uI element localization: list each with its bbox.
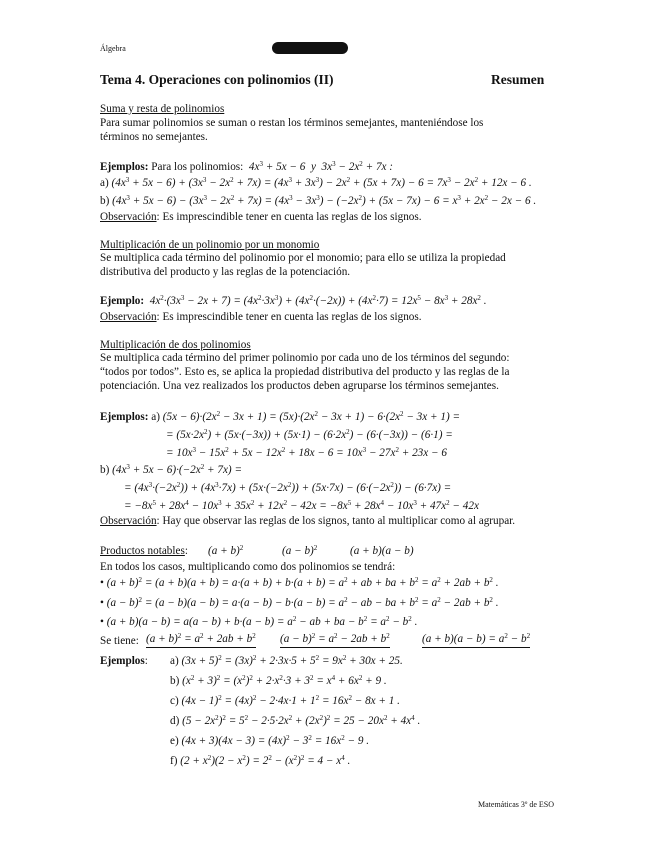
paragraph-line: Se multiplica cada término del polinomio por el monomio; para ello se utiliza la propiedad [100, 252, 506, 264]
example-label: Ejemplos: [100, 161, 149, 173]
bullet-line: • $(a - b)^2 = (a - b)(a - b) = a\cdot(a - b) - b\cdot(a - b) = a^2$ − ab − ba + $b^2 = a^2 - 2ab + b^2$ . [100, 596, 499, 609]
paragraph-line: potenciación. Una vez realizados los productos deben agruparse los términos semejantes. [100, 380, 499, 392]
item-label: e) [170, 735, 179, 747]
bullet: • [100, 616, 104, 628]
formula-line: = $-8x^5 + 28x^4 - 10x^3 + 35x^2 + 12x^2 - 42x = -8x^5 + 28x^4 - 10x^3 + 47x^2 - 42x$ [124, 499, 479, 512]
example-label: Ejemplo: [100, 295, 145, 307]
paragraph-line: En todos los casos, multiplicando como dos polinomios se tendrá: [100, 561, 396, 573]
section-heading-suma: Suma y resta de polinomios [100, 103, 225, 115]
observation [100, 210, 422, 224]
formula-line: a) $(4x^3 + 5x - 6) + (3x^3 - 2x^2 + 7x) = (4x^3 + 3x^3) - 2x^2 + (5x + 7x) - 6 = 7x^3 - 2x^2 + 12x - 6$ . [100, 176, 532, 189]
section-heading-dos-polinomios: Multiplicación de dos polinomios [100, 339, 251, 351]
section-heading-notables: Productos notables [100, 545, 185, 557]
bullet-line: • $(a + b)(a - b) = a(a - b) + b\cdot(a - b) = a^2$ − ab + ba − $b^2 = a^2 - b^2$ . [100, 615, 418, 628]
page-title-right: Resumen [491, 72, 545, 87]
formula: $4x^3 + 5x - 6$ y $3x^3 - 2x^2 + 7x$ : [246, 160, 394, 173]
bullet: • [100, 597, 104, 609]
observation [100, 310, 422, 324]
item-label: b) [100, 195, 110, 207]
example-item: f) $(2 + x^2)(2 - x^2) = 2^2 - (x^2)^2 = 4 - x^4$ . [170, 754, 351, 767]
colon: : [184, 545, 188, 557]
item-label: d) [170, 715, 180, 727]
observation-text: : Es imprescindible tener en cuenta las reglas de los signos. [156, 311, 422, 323]
formula: (a + b)(a − b) [350, 545, 414, 557]
example-line [100, 160, 393, 174]
example-item: b) $(x^2 + 3)^2 = (x^2)^2 + 2\cdot x^2\cdot 3 + 3^2 = x^4 + 6x^2 + 9$ . [170, 674, 387, 687]
observation [100, 514, 515, 528]
observation-text: : Hay que observar las reglas de los signos, tanto al multiplicar como al agrupar. [156, 515, 516, 527]
example-label: Ejemplos: [100, 411, 149, 423]
formula-line: Ejemplos: a) $(5x - 6)\cdot(2x^2 - 3x + 1) = (5x)\cdot(2x^2 - 3x + 1) - 6\cdot(2x^2 - 3x + 1)$ = [100, 410, 461, 423]
example-intro: Para los polinomios: [151, 161, 244, 173]
bullet: • [100, 577, 104, 589]
formula: $(a - b)^2$ [282, 544, 318, 557]
observation-text: : Es imprescindible tener en cuenta las reglas de los signos. [156, 211, 422, 223]
formula-line: = $10x^3 - 15x^2 + 5x - 12x^2 + 18x - 6 = 10x^3 - 27x^2 + 23x - 6$ [166, 446, 447, 459]
example-item: a) $(3x + 5)^2 = (3x)^2 + 2\cdot 3x\cdot 5 + 5^2 = 9x^2 + 30x + 25$. [170, 654, 403, 667]
observation-label: Observación [100, 311, 157, 323]
example-item: d) $(5 - 2x^2)^2 = 5^2 - 2\cdot 5\cdot 2x^2 + (2x^2)^2 = 25 - 20x^2 + 4x^4$ . [170, 714, 421, 727]
paragraph-line: “todos por todos”. Esto es, se aplica la propiedad distributiva del producto y las reglas de la [100, 366, 510, 378]
productos-notables-line [100, 544, 188, 558]
item-label: a) [170, 655, 179, 667]
example-item: e) $(4x + 3)(4x - 3) = (4x)^2 - 3^2 = 16x^2 - 9$ . [170, 734, 370, 747]
item-label: b) [170, 675, 180, 687]
colon: : [144, 655, 148, 667]
example-item: c) $(4x - 1)^2 = (4x)^2 - 2\cdot 4x\cdot 1 + 1^2 = 16x^2 - 8x + 1$ . [170, 694, 400, 707]
paragraph-line: términos no semejantes. [100, 131, 208, 143]
identity-box: $(a - b)^2 = a^2 - 2ab + b^2$ [280, 632, 390, 648]
bullet-line: • $(a + b)^2 = (a + b)(a + b) = a\cdot(a + b) + b\cdot(a + b) = a^2$ + ab + ba + $b^2 = a^2 + 2ab + b^2$ . [100, 576, 499, 589]
item-label: b) [100, 464, 110, 476]
identity-box: $(a + b)(a - b) = a^2 - b^2$ [422, 632, 530, 648]
examples-label-line [100, 654, 148, 668]
paragraph-line: Se multiplica cada término del primer polinomio por cada uno de los términos del segundo: [100, 352, 510, 364]
header-subject: Álgebra [100, 44, 126, 53]
observation-label: Observación [100, 515, 157, 527]
formula: $(a + b)^2$ [208, 544, 244, 557]
paragraph-line: distributiva del producto y las reglas de la potenciación. [100, 266, 351, 278]
page-title: Tema 4. Operaciones con polinomios (II) [100, 72, 334, 87]
formula-line: = $(5x\cdot 2x^2) + (5x\cdot(-3x)) + (5x\cdot 1) - (6\cdot 2x^2) - (6\cdot(-3x)) - (6\cdot 1)$ = [166, 428, 453, 441]
item-label: f) [170, 755, 178, 767]
item-label: a) [151, 411, 160, 423]
identity-box: $(a + b)^2 = a^2 + 2ab + b^2$ [146, 632, 256, 648]
formula-line: b) $(4x^3 + 5x - 6)\cdot(-2x^2 + 7x)$ = [100, 463, 242, 476]
footer-text: Matemáticas 3º de ESO [478, 800, 555, 809]
redacted-name [272, 42, 348, 54]
example-label: Ejemplos [100, 655, 145, 667]
section-heading-monomio: Multiplicación de un polinomio por un monomio [100, 239, 320, 251]
item-label: a) [100, 177, 109, 189]
observation-label: Observación [100, 211, 157, 223]
example-line: Ejemplo: $4x^2\cdot(3x^3 - 2x + 7) = (4x^2\cdot 3x^3) + (4x^2\cdot(-2x)) + (4x^2\cdot 7) = 12x^5 - 8x^3 + 28x^2$ . [100, 294, 487, 307]
se-tiene-label: Se tiene: [100, 635, 139, 647]
paragraph-line: Para sumar polinomios se suman o restan los términos semejantes, manteniéndose los [100, 117, 484, 129]
formula-line: b) $(4x^3 + 5x - 6) - (3x^3 - 2x^2 + 7x) = (4x^3 - 3x^3) - (-2x^2) + (5x - 7x) - 6 = x^3 + 2x^2 - 2x - 6$ . [100, 194, 537, 207]
item-label: c) [170, 695, 179, 707]
formula-line: = $(4x^3\cdot(-2x^2)) + (4x^3\cdot 7x) + (5x\cdot(-2x^2)) + (5x\cdot 7x) - (6\cdot(-2x^2)) - (6\cdot 7x)$ = [124, 481, 452, 494]
